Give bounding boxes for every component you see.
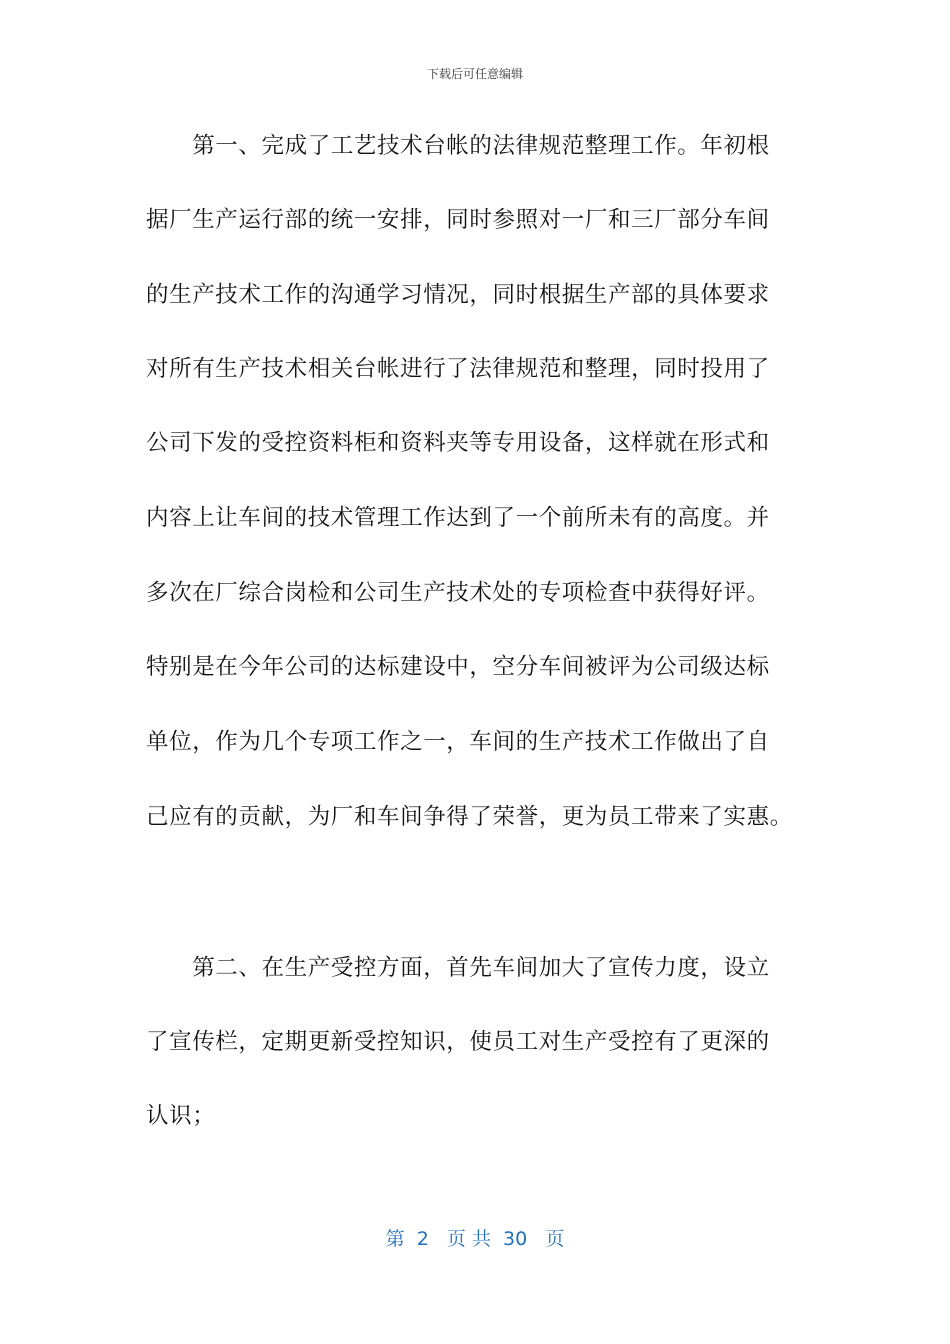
paragraph-1-line: 第一、完成了工艺技术台帐的法律规范整理工作。年初根 bbox=[146, 133, 770, 159]
paragraph-1-line: 的生产技术工作的沟通学习情况，同时根据生产部的具体要求 bbox=[146, 282, 770, 308]
paragraph-1-line: 公司下发的受控资料柜和资料夹等专用设备，这样就在形式和 bbox=[146, 430, 770, 456]
paragraph-1-line: 多次在厂综合岗检和公司生产技术处的专项检查中获得好评。 bbox=[146, 580, 770, 606]
paragraph-1-line: 据厂生产运行部的统一安排，同时参照对一厂和三厂部分车间 bbox=[146, 207, 770, 233]
paragraph-2-line: 了宣传栏，定期更新受控知识，使员工对生产受控有了更深的 bbox=[146, 1029, 770, 1055]
paragraph-2-line: 认识； bbox=[146, 1103, 216, 1129]
page-number-footer: 第 2 页 共 30 页 bbox=[385, 1228, 565, 1250]
paragraph-1-line: 对所有生产技术相关台帐进行了法律规范和整理，同时投用了 bbox=[146, 356, 770, 382]
paragraph-1-line: 单位，作为几个专项工作之一，车间的生产技术工作做出了自 bbox=[146, 729, 770, 755]
paragraph-1-line: 内容上让车间的技术管理工作达到了一个前所未有的高度。并 bbox=[146, 505, 770, 531]
paragraph-1-line: 特别是在今年公司的达标建设中，空分车间被评为公司级达标 bbox=[146, 654, 770, 680]
page-header-note: 下载后可任意编辑 bbox=[426, 67, 523, 81]
paragraph-2-line: 第二、在生产受控方面，首先车间加大了宣传力度，设立 bbox=[146, 955, 770, 981]
paragraph-1-line: 己应有的贡献，为厂和车间争得了荣誉，更为员工带来了实惠。 bbox=[146, 804, 793, 830]
